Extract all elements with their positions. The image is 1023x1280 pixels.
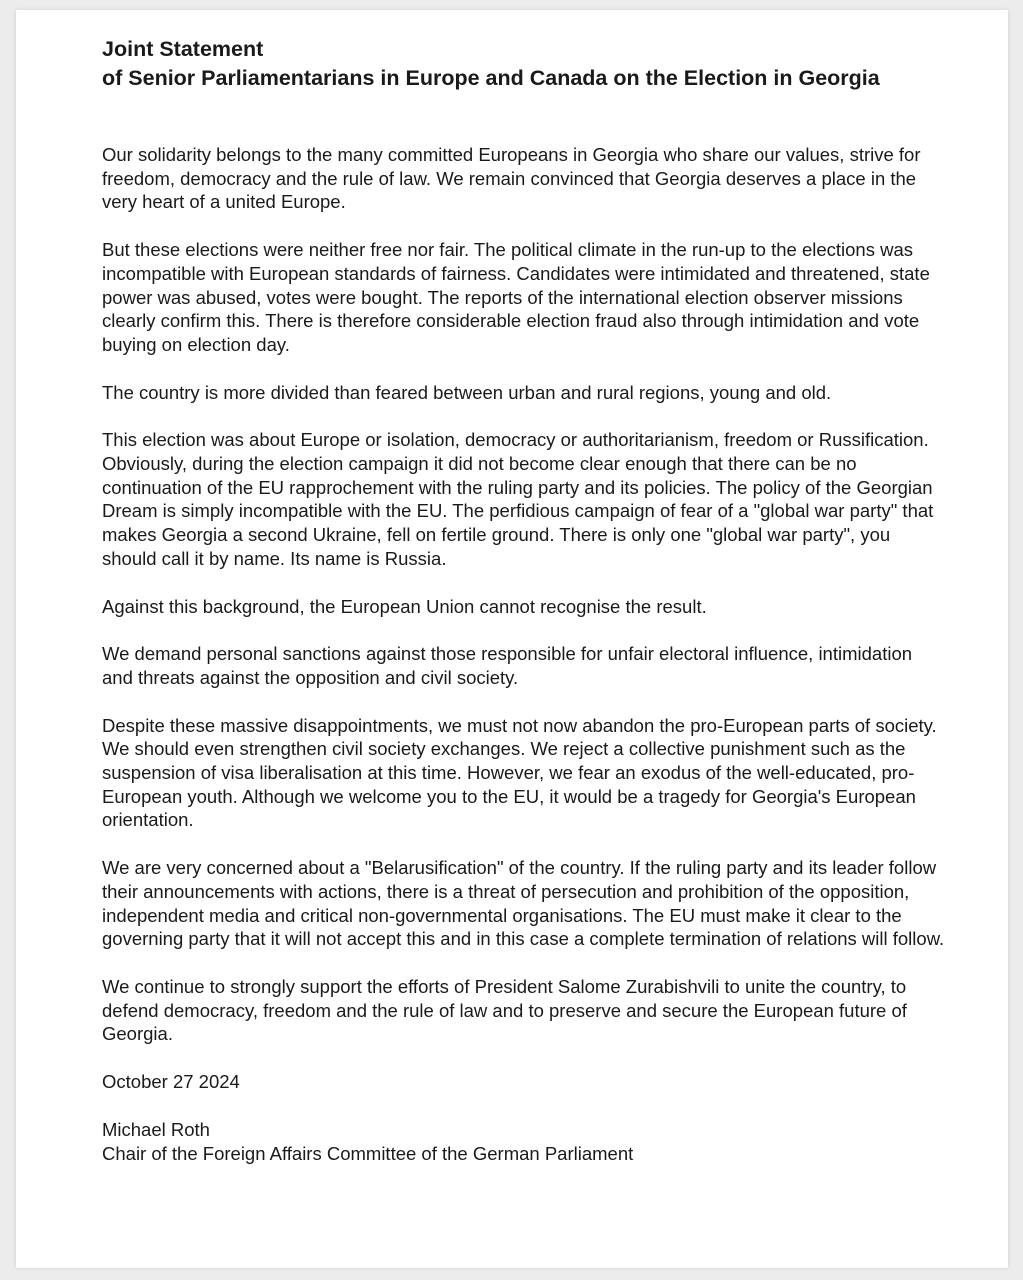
signature-block	[102, 1118, 948, 1165]
paragraph-sanctions: We demand personal sanctions against those responsible for unfair electoral influence, intimidation and threats against the opposition and civil society.	[102, 643, 913, 688]
signatory-role: Chair of the Foreign Affairs Committee of the German Parliament	[102, 1142, 634, 1164]
document-page	[16, 10, 1008, 1268]
statement-date: October 27 2024	[102, 1071, 240, 1093]
title-line-2: of Senior Parliamentarians in Europe and Canada on the Election in Georgia	[102, 66, 880, 90]
paragraph-country-divided: The country is more divided than feared between urban and rural regions, young and old.	[102, 381, 832, 403]
paragraph-elections-not-free: But these elections were neither free nor fair. The political climate in the run-up to the elections was incompatible with European standards of fairness. Candidates were intimidated and threatened, state power was abused, votes were bought. The reports of the international election observer missions clearly confirm this. There is therefore considerable election fraud also through intimidation and vote buying on election day.	[102, 239, 930, 355]
title-line-1: Joint Statement	[102, 37, 264, 61]
paragraph-solidarity: Our solidarity belongs to the many committed Europeans in Georgia who share our values, strive for freedom, democracy and the rule of law. We remain convinced that Georgia deserves a place in the very heart of a united Europe.	[102, 144, 921, 213]
paragraph-support-president: We continue to strongly support the efforts of President Salome Zurabishvili to unite the country, to defend democracy, freedom and the rule of law and to preserve and secure the European future of Georgia.	[102, 975, 907, 1045]
paragraph-cannot-recognise: Against this background, the European Union cannot recognise the result.	[102, 595, 707, 617]
paragraph-disappointments: Despite these massive disappointments, we must not now abandon the pro-European parts of society. We should even strengthen civil society exchanges. We reject a collective punishment such as the suspension of visa liberalisation at this time. However, we fear an exodus of the well-educated, pro-European youth. Although we welcome you to the EU, it would be a tragedy for Georgia's European orientation.	[102, 714, 937, 831]
document-title	[102, 35, 948, 93]
paragraph-election-about-europe: This election was about Europe or isolation, democracy or authoritarianism, freedom or Russification. Obviously, during the election campaign it did not become clear enough that there can be no continuation of the EU rapprochement with the ruling party and its policies. The policy of the Georgian Dream is simply incompatible with the EU. The perfidious campaign of fear of a "global war party" that makes Georgia a second Ukraine, fell on fertile ground. There is only one "global war party", you should call it by name. Its name is Russia.	[102, 429, 934, 569]
paragraph-belarusification: We are very concerned about a "Belarusification" of the country. If the ruling party and its leader follow their announcements with actions, there is a threat of persecution and prohibition of the opposition, independent media and critical non-governmental organisations. The EU must make it clear to the governing party that it will not accept this and in this case a complete termination of relations will follow.	[102, 857, 945, 950]
signatory-name: Michael Roth	[102, 1118, 210, 1140]
